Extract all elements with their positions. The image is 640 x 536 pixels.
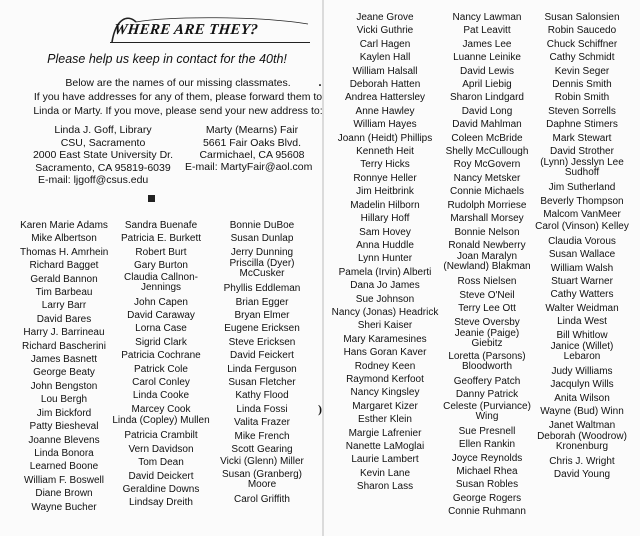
name-entry: Marcey Cook [131,403,191,415]
name-entry: Phyllis Eddleman [223,283,301,295]
plea-heading: Please help us keep in contact for the 40th! [47,52,287,66]
contact-linda-line4: Sacramento, CA 95819-6039 [35,161,171,174]
name-entry: David Strother [550,146,614,158]
name-entry: Lorna Case [135,323,187,335]
name-entry: Larry Barr [41,300,87,312]
name-entry: Sharon Lindgard [450,92,524,104]
name-entry: Sam Hovey [359,226,411,238]
name-entry: Mike Albertson [31,233,97,245]
name-entry: Sue Presnell [458,425,516,437]
name-entry: Danny Patrick [455,389,519,401]
name-entry: George Beaty [33,367,95,379]
name-entry: Andrea Hattersley [344,92,426,104]
name-entry: Ellen Rankin [458,439,516,451]
header-underline [110,42,310,43]
name-entry: Mike French [234,430,290,442]
name-entry: Jeanie (Paige) Giebitz [454,327,520,349]
name-entry: Susan (Granberg) Moore [221,468,303,490]
name-entry: (Lynn) Jesslyn Lee Sudhoff [540,157,624,179]
names-column-1 [20,219,108,514]
intro-line-1: Below are the names of our missing classmates. [65,77,291,89]
name-entry: Geoffery Patch [453,375,521,387]
name-entry: Nancy Lawman [452,12,522,23]
name-entry: Pamela (Irvin) Alberti [338,266,432,278]
name-entry: Sharon Lass [356,481,414,493]
name-entry: William Walsh [550,262,614,274]
name-entry: Carol Conley [132,377,190,389]
name-entry: Susan Salonsien [544,12,620,23]
name-entry: Malcom VanMeer [543,209,621,221]
name-entry: Sue Johnson [355,293,415,305]
name-entry: John Capen [134,296,188,308]
name-entry: Bill Whitlow [556,329,608,341]
name-entry: Patty Biesheval [29,421,99,433]
name-entry: Rodney Keen [354,360,416,372]
name-entry: Steven Sorrells [548,105,616,117]
name-entry: Janet Waltman [548,419,616,431]
contact-marty-line1: Marty (Mearns) Fair [205,124,299,136]
contact-linda [28,124,178,174]
name-entry: Vicki (Glenn) Miller [220,455,304,467]
name-entry: David Feickert [230,350,294,362]
name-entry: Mark Stewart [552,132,612,144]
name-entry: Karen Marie Adams [20,220,108,231]
name-entry: Carol (Vinson) Kelley [535,220,629,232]
names-column-2 [110,219,212,510]
name-entry: Kaylen Hall [359,52,411,64]
name-entry: Deborah (Woodrow) Kronenburg [537,430,627,452]
names-column-6 [532,11,632,482]
name-entry: April Liebig [462,79,512,91]
names-column-5 [440,11,534,519]
name-entry: Priscilla (Dyer) McCusker [229,258,295,280]
name-entry: Sandra Buenafe [124,220,198,231]
name-entry: Raymond Kerfoot [346,373,424,385]
name-entry: Lou Bergh [40,394,88,406]
name-entry: Jim Heitbrink [356,186,414,198]
name-entry: Gary Burton [134,260,188,272]
name-entry: Stuart Warner [551,275,613,287]
contact-linda-email[interactable]: E-mail: ljgoff@csus.edu [38,174,149,186]
name-entry: Kenneth Heit [356,146,414,158]
name-entry: Sigrid Clark [135,336,187,348]
names-column-4 [330,11,440,494]
name-entry: Diane Brown [35,488,93,500]
name-entry: Carol Griffith [234,493,290,505]
name-entry: Vern Davidson [128,443,194,455]
name-entry: Connie Ruhmann [448,506,526,518]
name-entry: Celeste (Purviance) Wing [443,400,531,422]
intro-line-3: Linda or Marty. If you move, please send your new address to: [33,105,323,117]
name-entry: Connie Michaels [450,186,524,198]
name-entry: Kathy Flood [235,390,289,402]
name-entry: Richard Bascherini [22,340,106,352]
name-entry: Luanne Leinike [453,52,521,64]
name-entry: Nancy Kingsley [350,387,420,399]
contact-marty-email[interactable]: E-mail: MartyFair@aol.com [185,161,313,173]
name-entry: Lynn Hunter [357,253,413,265]
name-entry: Linda Ferguson [227,363,297,375]
name-entry: Lindsay Dreith [129,497,193,509]
name-entry: Bonnie DuBoe [229,220,295,231]
name-entry: Daphne Stimers [546,119,618,131]
name-entry: Dennis Smith [552,79,612,91]
name-entry: Kevin Lane [359,467,411,479]
name-entry: David Deickert [128,470,194,482]
bullet-square [148,195,155,202]
name-entry: Nanette LaMoglai [345,441,425,452]
name-entry: David Bares [36,313,92,325]
name-entry: Loretta (Parsons) Bloodworth [448,350,526,372]
name-entry: Jacqulyn Wills [550,379,614,391]
name-entry: Laurie Lambert [351,454,419,466]
name-entry: Linda West [557,316,607,328]
name-entry: Tim Barbeau [35,287,93,299]
name-entry: Bryan Elmer [234,310,290,322]
name-entry: Deborah Hatten [349,79,421,91]
contact-linda-line3: 2000 East State University Dr. [32,149,174,161]
name-entry: Patrick Cole [134,363,188,375]
name-entry: Susan Dunlap [230,233,294,245]
name-entry: Thomas H. Amrhein [20,246,109,258]
name-entry: Jerry Dunning [230,246,294,258]
name-entry: William Halsall [352,65,418,77]
name-entry: Joanne Blevens [28,434,100,446]
name-entry: Wayne (Bud) Winn [540,406,624,418]
name-entry: Coleen McBride [451,132,523,144]
name-entry: Learned Boone [29,461,99,473]
name-entry: Anne Hawley [355,105,415,117]
name-entry: Walter Weidman [545,302,619,314]
name-entry: Beverly Thompson [540,195,624,207]
name-entry: Harry J. Barrineau [23,327,105,339]
intro-text [28,76,328,118]
name-entry: Wayne Bucher [31,501,97,513]
name-entry: Jim Sutherland [548,182,616,194]
name-entry: Patricia Crambilt [124,430,198,442]
name-entry: William F. Boswell [23,474,104,486]
name-entry: Shelly McCullough [445,146,529,158]
name-entry: Robin Saucedo [547,25,617,37]
name-entry: Richard Bagget [29,260,99,272]
name-entry: Nancy (Jonas) Headrick [331,306,439,318]
contact-marty-line3: Carmichael, CA 95608 [199,149,305,161]
name-entry: Cathy Schmidt [549,52,615,64]
name-entry: Anita Wilson [554,392,610,404]
name-entry: Robin Smith [554,92,610,104]
name-entry: Marshall Morsey [450,213,524,225]
name-entry: Gerald Bannon [30,273,98,285]
name-entry: Patricia E. Burkett [120,233,202,245]
contact-marty [182,124,322,162]
intro-line-2: If you have addresses for any of them, please forward them to [33,91,323,103]
margin-mark: ) [318,402,322,416]
name-entry: Geraldine Downs [122,483,200,495]
name-entry: Jeane Grove [356,12,414,23]
name-entry: Terry Lee Ott [458,303,516,315]
name-entry: James Basnett [30,354,98,366]
name-entry: Pat Leavitt [463,25,511,37]
name-entry: Roy McGovern [453,159,521,171]
name-entry: Claudia Callnon-Jennings [124,271,198,293]
name-entry: Steve Ericksen [228,336,296,348]
names-column-3 [212,219,312,506]
name-entry: Linda Bonora [34,447,94,459]
name-entry: David Caraway [127,310,195,322]
name-entry: Tom Dean [138,457,184,469]
name-entry: Hillary Hoff [360,213,410,225]
name-entry: Michael Rhea [456,465,518,477]
page-fold-line [322,0,324,536]
name-entry: George Rogers [452,492,522,504]
name-entry: Kevin Seger [554,65,610,77]
name-entry: Steve O'Neil [459,289,515,301]
name-entry: Linda Fossi [236,403,288,415]
name-entry: Margie Lafrenier [348,427,422,439]
name-entry: Valita Frazer [234,417,290,429]
contact-marty-line2: 5661 Fair Oaks Blvd. [202,136,302,149]
name-entry: Jim Bickford [36,407,92,419]
name-entry: John Bengston [30,380,98,392]
name-entry: Steve Oversby [454,316,520,328]
name-entry: Eugene Ericksen [224,323,300,335]
name-entry: William Hayes [353,119,417,131]
name-entry: James Lee [462,38,512,50]
name-entry: Chuck Schiffner [546,38,618,50]
section-header [110,12,310,46]
name-entry: Claudia Vorous [548,235,616,247]
name-entry: Ronnye Heller [353,172,417,184]
contact-linda-line1: Linda J. Goff, Library [54,124,152,136]
name-entry: Vicki Guthrie [356,25,414,37]
name-entry: Dana Jo James [350,280,420,292]
name-entry: Bonnie Nelson [454,226,520,238]
name-entry: Rudolph Morriese [447,199,527,211]
name-entry: Linda Cooke [132,390,190,402]
contact-linda-line2: CSU, Sacramento [60,136,146,149]
name-entry: David Mahlman [452,119,522,131]
name-entry: Ross Nielsen [457,276,517,288]
name-entry: Esther Klein [358,414,412,426]
name-entry: Margaret Kizer [352,400,418,412]
name-entry: Joyce Reynolds [451,452,523,464]
name-entry: Susan Fletcher [228,377,296,389]
name-entry: Mary Karamesines [343,333,427,345]
name-entry: Ronald Newberry [448,239,526,251]
name-entry: Linda (Copley) Mullen [112,415,210,427]
name-entry: David Lewis [460,65,514,77]
name-entry: Anna Huddle [356,239,414,251]
section-title: WHERE ARE THEY? [113,22,259,38]
name-entry: Cathy Watters [550,289,614,301]
name-entry: Susan Wallace [548,249,616,261]
margin-mark: · [318,78,323,92]
name-entry: Robert Burt [135,246,187,258]
name-entry: Nancy Metsker [453,172,521,184]
name-entry: Judy Williams [551,365,613,377]
name-entry: Madelin Hilborn [350,199,420,211]
name-entry: Janice (Willet) Lebaron [550,340,614,362]
name-entry: David Long [461,105,513,117]
name-entry: Brian Egger [235,296,289,308]
name-entry: Chris J. Wright [549,455,615,467]
name-entry: Sheri Kaiser [357,320,413,332]
name-entry: Susan Robles [455,479,519,491]
name-entry: David Young [553,469,611,481]
name-entry: Scott Gearing [231,444,293,456]
name-entry: Carl Hagen [359,38,411,50]
name-entry: Joan Maralyn (Newland) Blakman [443,251,531,273]
name-entry: Terry Hicks [360,159,410,171]
name-entry: Patricia Cochrane [121,350,201,362]
name-entry: Joann (Heidt) Phillips [337,132,433,144]
name-entry: Hans Goran Kaver [343,347,427,359]
